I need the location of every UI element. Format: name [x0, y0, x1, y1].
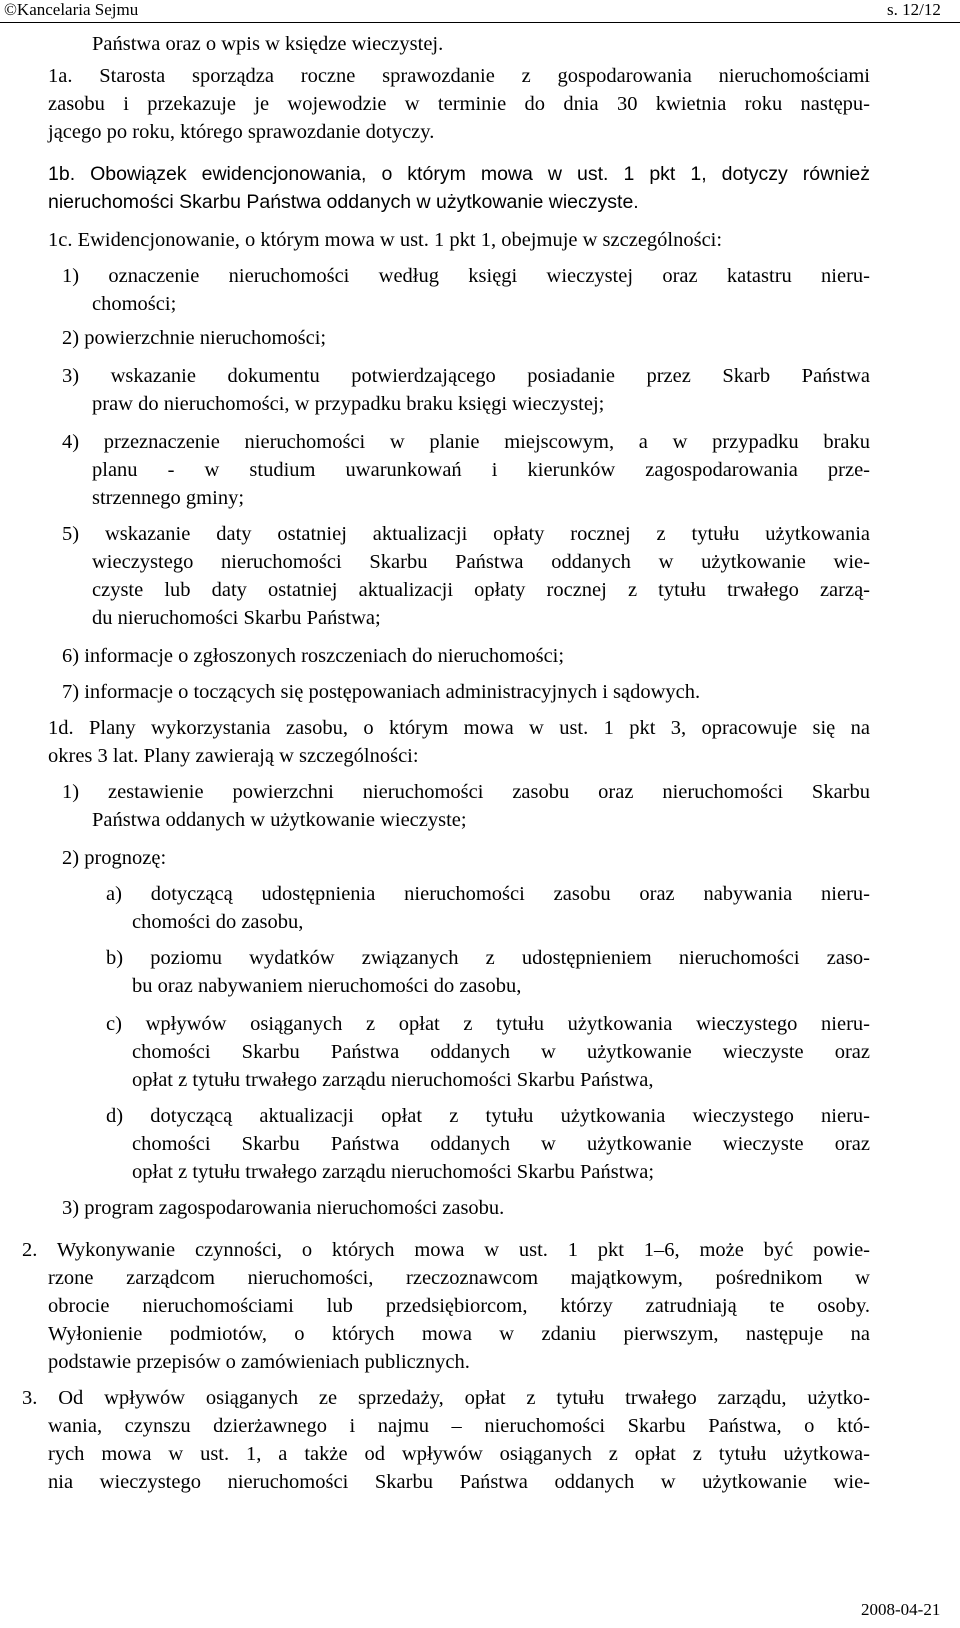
- text-line: 1d. Plany wykorzystania zasobu, o którym mowa w ust. 1 pkt 3, opracowuje się na: [48, 717, 870, 739]
- text-line: b) poziomu wydatków związanych z udostępnieniem nieruchomości zaso-: [106, 947, 870, 969]
- text-line: du nieruchomości Skarbu Państwa;: [92, 607, 381, 629]
- text-line: 3) program zagospodarowania nieruchomości zasobu.: [62, 1197, 505, 1219]
- text-line: strzennego gminy;: [92, 487, 245, 509]
- text-line: 1) zestawienie powierzchni nieruchomości zasobu oraz nieruchomości Skarbu: [62, 781, 870, 803]
- text-line: rych mowa w ust. 1, a także od wpływów osiąganych z opłat z tytułu użytkowa-: [48, 1443, 870, 1465]
- text-line: planu - w studium uwarunkowań i kierunków zagospodarowania prze-: [92, 459, 870, 481]
- text-line: nia wieczystego nieruchomości Skarbu Państwa oddanych w użytkowanie wie-: [48, 1471, 870, 1493]
- text-line: 2) prognozę:: [62, 847, 167, 869]
- text-line: wania, czynszu dzierżawnego i najmu – nieruchomości Skarbu Państwa, o któ-: [48, 1415, 870, 1437]
- text-line: chomości Skarbu Państwa oddanych w użytkowanie wieczyste oraz: [132, 1133, 870, 1155]
- text-line: opłat z tytułu trwałego zarządu nieruchomości Skarbu Państwa;: [132, 1161, 655, 1183]
- text-line: c) wpływów osiąganych z opłat z tytułu użytkowania wieczystego nieru-: [106, 1013, 870, 1035]
- text-line: chomości Skarbu Państwa oddanych w użytkowanie wieczyste oraz: [132, 1041, 870, 1063]
- text-line: zasobu i przekazuje je wojewodzie w terminie do dnia 30 kwietnia roku następu-: [48, 93, 870, 115]
- text-line: nieruchomości Skarbu Państwa oddanych w użytkowanie wieczyste.: [48, 191, 639, 213]
- text-line: 2. Wykonywanie czynności, o których mowa w ust. 1 pkt 1–6, może być powie-: [22, 1239, 870, 1261]
- text-line: okres 3 lat. Plany zawierają w szczególności:: [48, 745, 419, 767]
- text-line: bu oraz nabywaniem nieruchomości do zasobu,: [132, 975, 522, 997]
- text-line: 3. Od wpływów osiąganych ze sprzedaży, opłat z tytułu trwałego zarządu, użytko-: [22, 1387, 870, 1409]
- text-line: obrocie nieruchomościami lub przedsiębiorcom, którzy zatrudniają te osoby.: [48, 1295, 870, 1317]
- text-line: 1a. Starosta sporządza roczne sprawozdanie z gospodarowania nieruchomościami: [48, 65, 870, 87]
- text-line: 1c. Ewidencjonowanie, o którym mowa w ust. 1 pkt 1, obejmuje w szczególności:: [48, 229, 723, 251]
- header-rule: [0, 22, 960, 23]
- text-line: chomości do zasobu,: [132, 911, 304, 933]
- text-line: 2) powierzchnie nieruchomości;: [62, 327, 327, 349]
- text-line: rzone zarządcom nieruchomości, rzeczoznawcom majątkowym, pośrednikom w: [48, 1267, 870, 1289]
- text-line: opłat z tytułu trwałego zarządu nieruchomości Skarbu Państwa,: [132, 1069, 654, 1091]
- text-line: 3) wskazanie dokumentu potwierdzającego posiadanie przez Skarb Państwa: [62, 365, 870, 387]
- header-publisher: ©Kancelaria Sejmu: [4, 0, 139, 19]
- text-line: Państwa oraz o wpis w księdze wieczystej.: [92, 33, 444, 55]
- text-line: 1b. Obowiązek ewidencjonowania, o którym mowa w ust. 1 pkt 1, dotyczy również: [48, 163, 870, 185]
- text-line: 1) oznaczenie nieruchomości według księgi wieczystej oraz katastru nieru-: [62, 265, 870, 287]
- text-line: Wyłonienie podmiotów, o których mowa w zdaniu pierwszym, następuje na: [48, 1323, 870, 1345]
- text-line: jącego po roku, którego sprawozdanie dotyczy.: [48, 121, 435, 143]
- text-line: d) dotyczącą aktualizacji opłat z tytułu użytkowania wieczystego nieru-: [106, 1105, 870, 1127]
- text-line: chomości;: [92, 293, 177, 315]
- text-line: czyste lub daty ostatniej aktualizacji opłaty rocznej z tytułu trwałego zarzą-: [92, 579, 870, 601]
- text-line: Państwa oddanych w użytkowanie wieczyste;: [92, 809, 467, 831]
- text-line: a) dotyczącą udostępnienia nieruchomości zasobu oraz nabywania nieru-: [106, 883, 870, 905]
- page-number: s. 12/12: [887, 0, 941, 19]
- text-line: podstawie przepisów o zamówieniach publicznych.: [48, 1351, 470, 1373]
- text-line: 4) przeznaczenie nieruchomości w planie miejscowym, a w przypadku braku: [62, 431, 870, 453]
- text-line: praw do nieruchomości, w przypadku braku księgi wieczystej;: [92, 393, 605, 415]
- text-line: 7) informacje o toczących się postępowaniach administracyjnych i sądowych.: [62, 681, 701, 703]
- document-date: 2008-04-21: [861, 1600, 941, 1619]
- text-line: 6) informacje o zgłoszonych roszczeniach do nieruchomości;: [62, 645, 565, 667]
- text-line: wieczystego nieruchomości Skarbu Państwa oddanych w użytkowanie wie-: [92, 551, 870, 573]
- text-line: 5) wskazanie daty ostatniej aktualizacji opłaty rocznej z tytułu użytkowania: [62, 523, 870, 545]
